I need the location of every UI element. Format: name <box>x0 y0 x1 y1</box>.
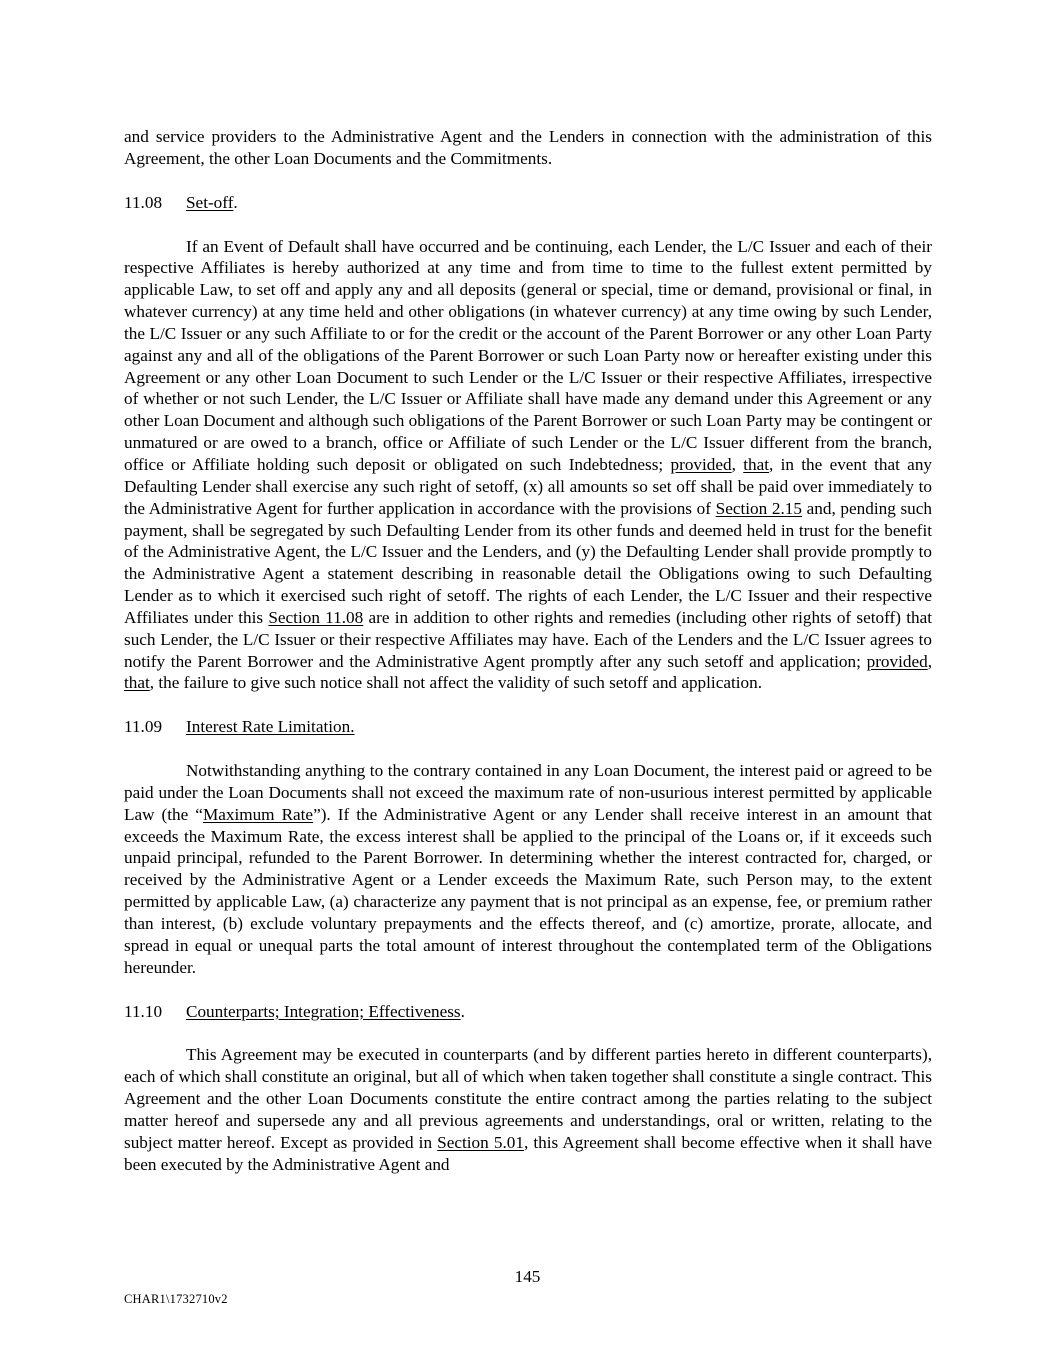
section-title-suffix: . <box>460 1001 465 1021</box>
section-paragraph <box>124 236 932 695</box>
cross-reference: provided <box>670 454 732 474</box>
cross-reference: that <box>124 673 150 693</box>
section-heading <box>124 1001 932 1023</box>
cross-reference: Section 2.15 <box>715 498 802 518</box>
cross-reference: Section 11.08 <box>268 607 364 627</box>
document-code: CHAR1\1732710v2 <box>124 1292 228 1306</box>
paragraph-text: , in the event that any Defaulting Lender shall exercise any such right of setoff, (x) all amounts so set off shall be paid over immediately to the Administrative Agent for further application in accordance with the provisions of <box>124 454 933 518</box>
section-title: Set-off <box>186 192 234 212</box>
paragraph-text: ”). If the Administrative Agent or any Lender shall receive interest in an amount that exceeds the Maximum Rate, the excess interest shall be applied to the principal of the Loans or, if it exceeds such unpaid principal, refunded to the Parent Borrower. In determining whether the interest contracted for, charged, or received by the Administrative Agent or a Lender exceeds the Maximum Rate, such Person may, to the extent permitted by applicable Law, (a) characterize any payment that is not principal as an expense, fee, or premium rather than interest, (b) exclude voluntary prepayments and the effects thereof, and (c) amortize, prorate, allocate, and spread in equal or unequal parts the total amount of interest throughout the contemplated term of the Obligations hereunder. <box>124 804 933 977</box>
section-number: 11.08 <box>124 192 163 212</box>
cross-reference: that <box>743 454 770 474</box>
section-heading <box>124 716 932 738</box>
cross-reference: Section 5.01 <box>437 1132 524 1152</box>
section-title-suffix: . <box>233 192 238 212</box>
paragraph-text: If an Event of Default shall have occurred and be continuing, each Lender, the L/C Issuer and each of their respective Affiliates is hereby authorized at any time and from time to time to the fullest extent permitted by applicable Law, to set off and apply any and all deposits (general or special, time or demand, provisional or final, in whatever currency) at any time held and other obligations (in whatever currency) at any time owing by such Lender, the L/C Issuer or any such Affiliate to or for the credit or the account of the Parent Borrower or any other Loan Party against any and all of the obligations of the Parent Borrower or such Loan Party now or hereafter existing under this Agreement or any other Loan Document to such Lender or the L/C Issuer or their respective Affiliates, irrespective of whether or not such Lender, the L/C Issuer or Affiliate shall have made any demand under this Agreement or any other Loan Document and although such obligations of the Parent Borrower or such Loan Party may be contingent or unmatured or are owed to a branch, office or Affiliate of such Lender or the L/C Issuer different from the branch, office or Affiliate holding such deposit or obligated on such Indebtedness; <box>124 236 932 474</box>
document-body <box>124 126 932 1175</box>
section-paragraph <box>124 760 932 978</box>
paragraph-text: , the failure to give such notice shall not affect the validity of such setoff and application. <box>149 673 762 693</box>
section-number: 11.10 <box>124 1001 163 1021</box>
cross-reference: Maximum Rate <box>202 804 314 824</box>
cross-reference: provided <box>866 651 928 671</box>
paragraph-text: , <box>731 454 744 474</box>
paragraph-text: , <box>927 651 932 671</box>
section-title: Counterparts; Integration; Effectiveness <box>186 1001 461 1021</box>
paragraph-text: and, pending such payment, shall be segregated by such Defaulting Lender from its other funds and deemed held in trust for the benefit of the Administrative Agent, the L/C Issuer and the Lenders, and (y) the Defaulting Lender shall provide promptly to the Administrative Agent a statement describing in reasonable detail the Obligations owing to such Defaulting Lender as to which it exercised such right of setoff. The rights of each Lender, the L/C Issuer and their respective Affiliates under this <box>124 498 932 627</box>
section-title: Interest Rate Limitation. <box>186 717 355 737</box>
paragraph-text: Notwithstanding anything to the contrary contained in any Loan Document, the interest paid or agreed to be paid under the Loan Documents shall not exceed the maximum rate of non-usurious interest permitted by applicable Law (the “ <box>124 761 932 824</box>
paragraph-text: , this Agreement shall become effective when it shall have been executed by the Administrative Agent and <box>124 1132 932 1174</box>
sections-container <box>124 192 932 1176</box>
section-paragraph <box>124 1044 932 1175</box>
continuation-paragraph: and service providers to the Administrative Agent and the Lenders in connection with the administration of this Agreement, the other Loan Documents and the Commitments. <box>124 127 932 168</box>
paragraph-text: are in addition to other rights and remedies (including other rights of setoff) that such Lender, the L/C Issuer or their respective Affiliates may have. Each of the Lenders and the L/C Issuer agrees to notify the Parent Borrower and the Administrative Agent promptly after any such setoff and application; <box>124 607 933 671</box>
paragraph-text: This Agreement may be executed in counterparts (and by different parties hereto in different counterparts), each of which shall constitute an original, but all of which when taken together shall constitute a single contract. This Agreement and the other Loan Documents constitute the entire contract among the parties relating to the subject matter hereof and supersede any and all previous agreements and understandings, oral or written, relating to the subject matter hereof. Except as provided in <box>124 1045 932 1152</box>
section-number: 11.09 <box>124 717 163 737</box>
section-heading <box>124 192 932 214</box>
page-number: 145 <box>514 1267 541 1286</box>
